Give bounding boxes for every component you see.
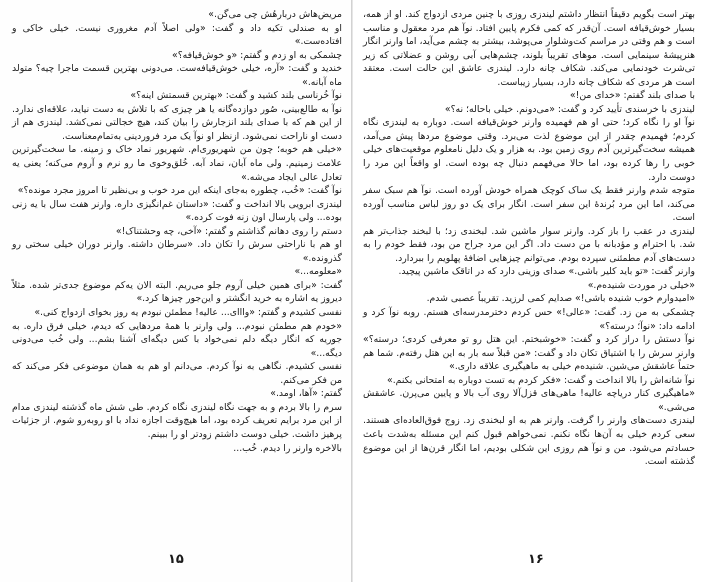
left-paragraph: «معلومه...» <box>294 266 342 278</box>
right-paragraph: نوآ شانه‌اش را بالا انداخت و گفت: «فکر کردم به تست دوباره به امتحانی بکنم.» <box>387 374 695 386</box>
left-paragraph: دستم را روی دهانم گذاشتم و گفتم: «آخی، چه وحشتناک!» <box>115 225 342 237</box>
left-paragraph: لیندزی ابرویی بالا انداخت و گفت: «داستان غم‌انگیزی داره. وارنر هفت سال با یه زنی بوده... ولی پارسال اون زنه فوت کرده.» <box>12 198 342 224</box>
left-paragraph: «خودم هم مطمئن نبودم... ولی وارنر با همهٔ مردهایی که دیدم، خیلی فرق داره. به جوریه که انگار دیگه دلم نمی‌خواد با کس دیگه‌ای آشنا بشم... ولی خُب می‌دونی دیگه...» <box>12 320 342 359</box>
left-paragraph: نوآ گفت: «خُب، چطوره به‌جای اینکه این مرد خوب و بی‌نظیر تا امروز مجرد مونده؟» <box>17 185 342 197</box>
left-paragraph: گفتم: «آها، اومد.» <box>270 388 342 400</box>
right-paragraph: وارنر گفت: «تو باید کلیر باشی.» صدای وزینی دارد که در اتاقک ماشین پیچید. <box>398 266 695 278</box>
right-page <box>353 0 705 582</box>
left-paragraph: نوآ خُرناسی بلند کشید و گفت: «بهترین قسمتش اینه؟» <box>130 90 342 102</box>
right-paragraph: لیندزی دست‌های وارنر را گرفت. وارنر هم به او لبخندی زد. زوج فوق‌العاده‌ای هستند. سعی کردم خیلی به آن‌ها نگاه نکنم. نمی‌خواهم قبول کنم این مسئله به‌شدت باعث حسادتم می‌شود. من و نوآ هم روزی این شکلی بودیم، اما انگار قرن‌ها از این موضوع گذشته است. <box>363 415 695 468</box>
right-paragraph: چشمکی به من زد. گفت: «عالی!» حس کردم دخترمدرسه‌ای هستم. روبه نوآ کرد و ادامه داد: «نوآ؛ درسته؟» <box>363 307 695 332</box>
left-paragraph: نوآ به طالع‌بینی، صُور دوازده‌گانه یا هر چیزی که با تلاش به دست نیاید، علاقه‌ای ندارد. از این هم که با صدای بلند انزجارش را بیان کند، هیچ خجالتی نمی‌کشد. لیندزی هم از دست او ناراحت نمی‌شود. ازنظر او نوآ یک مرد فروردینی به‌تمام‌معناست. <box>12 103 342 142</box>
right-page-body <box>363 8 695 469</box>
left-page-body <box>12 8 342 455</box>
right-paragraph: بهتر است بگویم دقیقاً انتظار داشتم لیندزی روزی با چنین مردی ازدواج کند. او از همه، بسیار خوش‌قیافه است. آن‌قدر که کمی فکرم پایین افتاد. نوآ هم مرد معقول و مناسب است و هم وقتی در مراسم کت‌وشلوار می‌پوشد، بیشتر به چشم می‌آید، اما وارنر انگار هنرپیشهٔ سینمایی است. موهای تقریباً بلوند، چشم‌هایی آبی روشن و عضلاتی که زیر تی‌شرت خودنمایی می‌کند. شکاف چانه دارد. لیندزی عاشق این حالت است. معتقد است هر مردی که شکاف چانه دارد، بسیار زیباست. <box>363 9 695 88</box>
left-paragraph: خندید و گفت: «آره، خیلی خوش‌قیافه‌ست. می‌دونی بهترین قسمت ماجرا چیه؟ متولد ماه آبانه.» <box>12 63 342 88</box>
left-paragraph: گفت: «برای همین خیلی آروم جلو می‌ریم. البته الان یه‌کم موضوع جدی‌تر شده. مثلاً دیروز یه اشاره به خرید انگشتر و این‌جور چیزها کرد.» <box>12 279 342 305</box>
left-paragraph: «خیلی هم خوبه؛ چون من شهریوری‌ام. شهریور نماد خاک و زمینه. ما سخت‌گیرترین علامت زمینیم. ولی ماه آبان، نماد آبه. خُلق‌وخوی ما رو نرم و آروم می‌کنه؛ یعنی یه تعادل عالی ایجاد می‌شه.» <box>12 144 342 183</box>
right-paragraph: نوآ او را نگاه کرد؛ حتی او هم فهمیده وارنر خوش‌قیافه است. دوباره به لیندزی نگاه کردم؛ فهمیدم چقدر از این موضوع لذت می‌برد. وقتی موضوع مردها پیش می‌آمد، همیشه سخت‌گیرترین آدم روی زمین بود. به هزار و یک دلیل نامعلوم موقعیت‌های خیلی خوبی را رها کرده بود، اما حالا می‌فهمم دنبال چه بوده است. او واقعاً این مرد را دوست دارد. <box>363 117 695 183</box>
right-paragraph: «ماهیگیری کنار دریاچه عالیه! ماهی‌های قزل‌آلا روی آب بالا و پایین می‌پرن. عاشقش می‌شی.» <box>363 388 695 413</box>
left-page <box>0 0 352 582</box>
left-paragraph: نفسی کشیدم و گفتم: «وااای... عالیه! مطمئن نبودم یه روز بخوای ازدواج کنی.» <box>34 307 342 319</box>
left-paragraph: چشمکی به او زدم و گفتم: «و خوش‌قیافه؟» <box>172 49 342 61</box>
left-page-number: ۱۵ <box>168 552 184 567</box>
left-paragraph: او به صندلی تکیه داد و گفت: «ولی اصلاً آدم مغروری نیست. خیلی خاکی و افتاده‌ست.» <box>12 22 342 48</box>
left-paragraph: نفسی کشیدم. نگاهی به نوآ کردم. می‌دانم او هم به همان موضوعی فکر می‌کند که من فکر می‌کنم. <box>12 361 342 386</box>
right-paragraph: با صدای بلند گفتم: «خدای من!» <box>569 90 695 102</box>
right-paragraph: لیندزی در عقب را باز کرد. وارنر سوار ماشین شد. لبخندی زد؛ با لبخند جذاب‌تر هم شد. با احترام و مؤدبانه با من دست داد. اگر این مرد جراح من بود، فقط خودم را به دست‌های آدم مطمئنی سپرده بودم. می‌توانم چیزهایی اضافهٔ پهلویم را ببردارد. <box>363 225 695 264</box>
left-paragraph: بالاخره وارنر را دیدم. خُب... <box>233 442 342 454</box>
right-paragraph: «خیلی در موردت شنیده‌م.» <box>587 279 695 291</box>
right-paragraph: متوجه شدم وارنر فقط یک ساک کوچک همراه خودش آورده است. نوآ هم سبک سفر می‌کند، اما این مرد بُرندهٔ این سفر است. انگار برای یک دو روز لباس مناسب آورده است. <box>363 185 695 224</box>
right-paragraph: لیندزی با خرسندی تأیید کرد و گفت: «می‌دونم. خیلی باحاله؛ نه؟» <box>444 103 695 115</box>
right-paragraph: «امیدوارم خوب شنیده باشی!» صدایم کمی لرزید. تقریباً عصبی شدم. <box>426 293 695 305</box>
right-paragraph: نوآ دستش را دراز کرد و گفت: «خوشبختم. این هتل رو تو معرفی کردی؛ درسته؟» وارنر سرش را با اشتیاق تکان داد و گفت: «من قبلاً سه بار به این هتل رفته‌م. شما هم حتماً عاشقش می‌شین. شنیده‌م خیلی به ماهیگیری علاقه داری.» <box>363 334 695 373</box>
right-page-number: ۱۶ <box>528 552 544 567</box>
left-paragraph: سرم را بالا بردم و به جهت نگاه لیندزی نگاه کردم. طی شش ماه گذشته لیندزی مدام از این مرد برایم تعریف کرده بود، اما هیچ‌وقت اجازه نداد با او روبه‌رو شوم. از جزئیات پرهیز داشت. خیلی دوست داشتم زودتر او را ببینم. <box>12 401 342 440</box>
left-paragraph: او هم با ناراحتی سرش را تکان داد. «سرطان داشته. وارنر دوران خیلی سختی رو گذرونده.» <box>12 239 342 264</box>
left-paragraph: مریض‌هاش دربارهٔش چی می‌گن.» <box>208 9 342 20</box>
